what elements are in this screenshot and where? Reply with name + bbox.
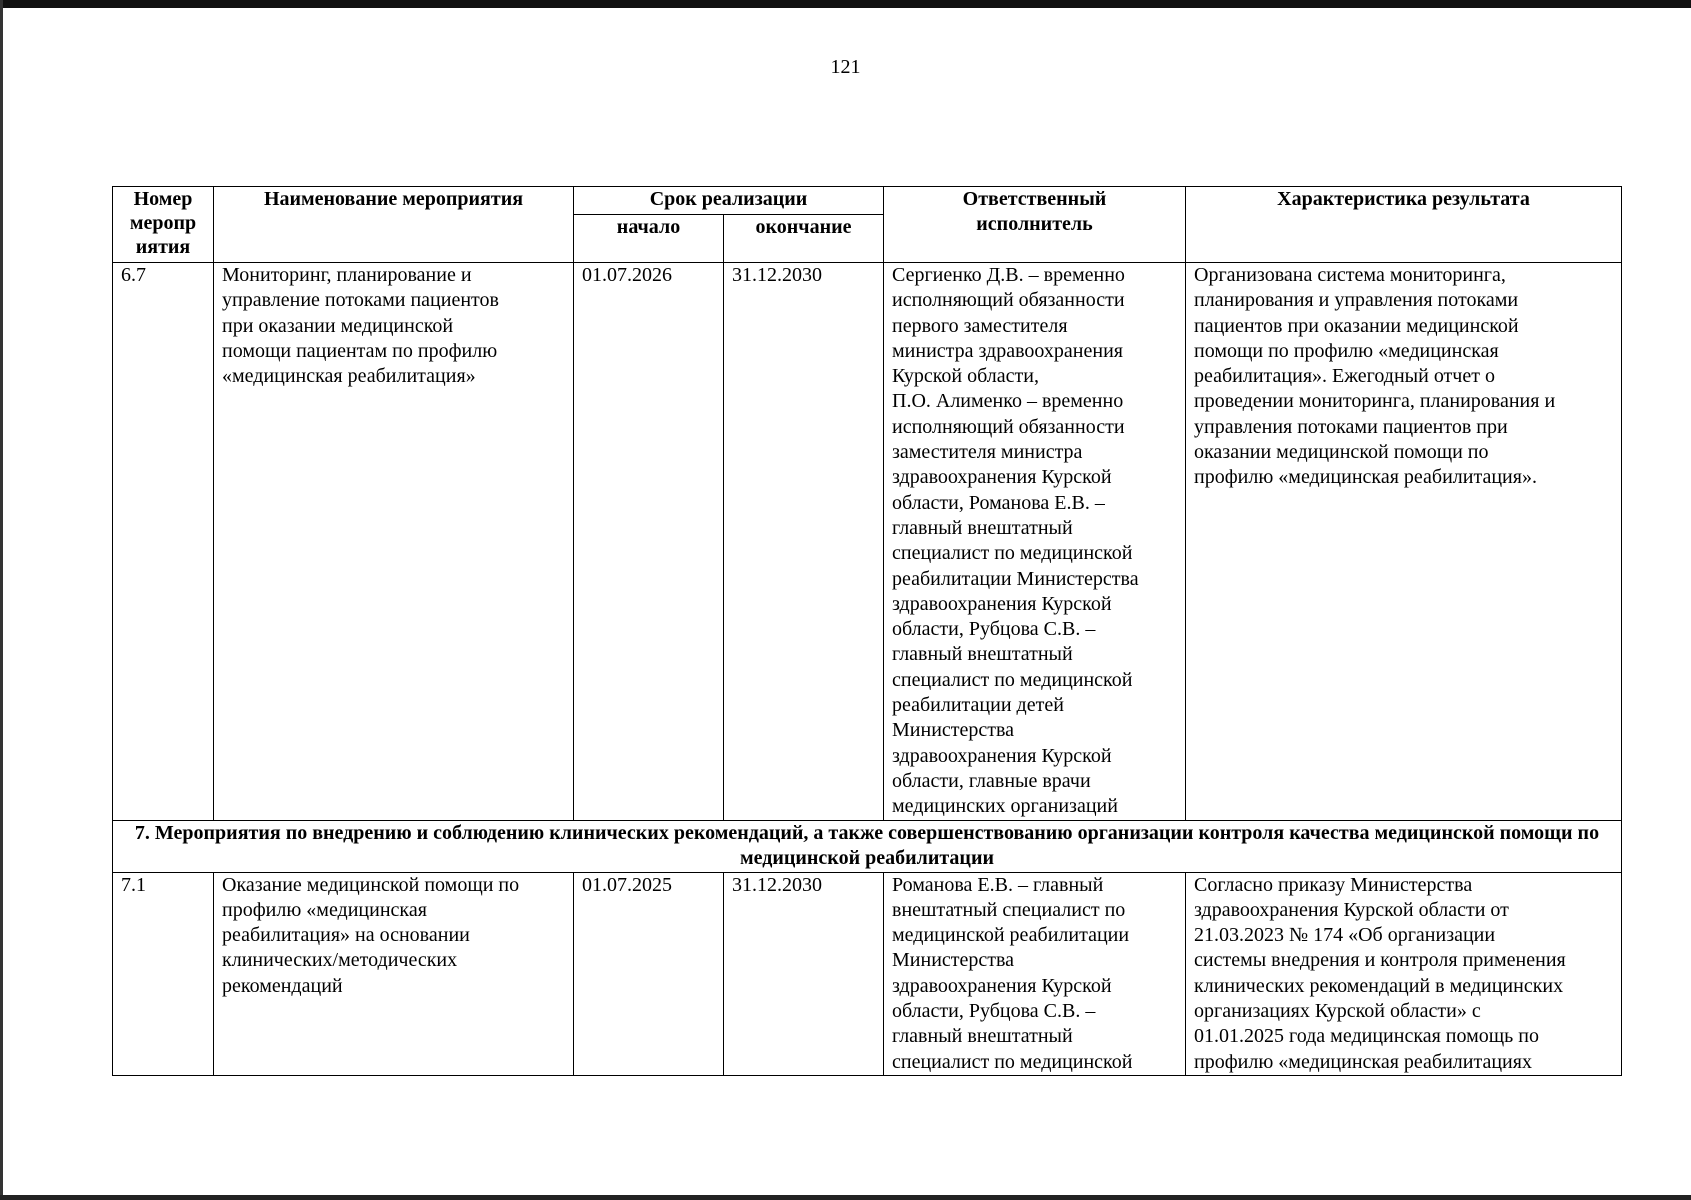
header-term: Срок реализации xyxy=(574,187,884,215)
header-number: Номер меропр иятия xyxy=(113,187,214,263)
table-row xyxy=(113,263,1622,821)
row-result: Организована система мониторинга, планирования и управления потоками пациентов при оказании медицинской помощи по профилю «медицинская реабилитация». Ежегодный отчет о проведении мониторинга, планирования и управления потоками пациентов при оказании медицинской помощи по профилю «медицинская реабилитация». xyxy=(1186,263,1622,821)
scan-edge-bottom xyxy=(0,1195,1691,1200)
row-number: 6.7 xyxy=(113,263,214,821)
header-end: окончание xyxy=(724,215,884,263)
header-responsible: Ответственный исполнитель xyxy=(884,187,1186,263)
scan-edge-top xyxy=(0,0,1691,8)
row-name: Оказание медицинской помощи по профилю «медицинская реабилитация» на основании клинических/методических рекомендаций xyxy=(214,872,574,1075)
row-start: 01.07.2026 xyxy=(574,263,724,821)
row-number: 7.1 xyxy=(113,872,214,1075)
page-number: 121 xyxy=(830,56,861,78)
table-row xyxy=(113,872,1622,1075)
header-start: начало xyxy=(574,215,724,263)
row-end: 31.12.2030 xyxy=(724,263,884,821)
header-name: Наименование мероприятия xyxy=(214,187,574,263)
row-responsible: Романова Е.В. – главный внештатный специалист по медицинской реабилитации Министерства здравоохранения Курской области, Рубцова С.В. – главный внештатный специалист по медицинской xyxy=(884,872,1186,1075)
header-result: Характеристика результата xyxy=(1186,187,1622,263)
section-row xyxy=(113,820,1622,872)
row-result: Согласно приказу Министерства здравоохранения Курской области от 21.03.2023 № 174 «Об организации системы внедрения и контроля применения клинических рекомендаций в медицинских организациях Курской области» с 01.01.2025 года медицинская помощь по профилю «медицинская реабилитациях xyxy=(1186,872,1622,1075)
row-responsible: Сергиенко Д.В. – временно исполняющий обязанности первого заместителя министра здравоохранения Курской области, П.О. Алименко – временно исполняющий обязанности заместителя министра здравоохранения Курской области, Романова Е.В. – главный внештатный специалист по медицинской реабилитации Министерства здравоохранения Курской области, Рубцова С.В. – главный внештатный специалист по медицинской реабилитации детей Министерства здравоохранения Курской области, главные врачи медицинских организаций xyxy=(884,263,1186,821)
row-start: 01.07.2025 xyxy=(574,872,724,1075)
row-name: Мониторинг, планирование и управление потоками пациентов при оказании медицинской помощи пациентам по профилю «медицинская реабилитация» xyxy=(214,263,574,821)
measures-table xyxy=(112,186,1622,1076)
section-heading: 7. Мероприятия по внедрению и соблюдению клинических рекомендаций, а также совершенствованию организации контроля качества медицинской помощи по медицинской реабилитации xyxy=(113,820,1622,872)
scan-edge-left xyxy=(0,0,3,1200)
row-end: 31.12.2030 xyxy=(724,872,884,1075)
